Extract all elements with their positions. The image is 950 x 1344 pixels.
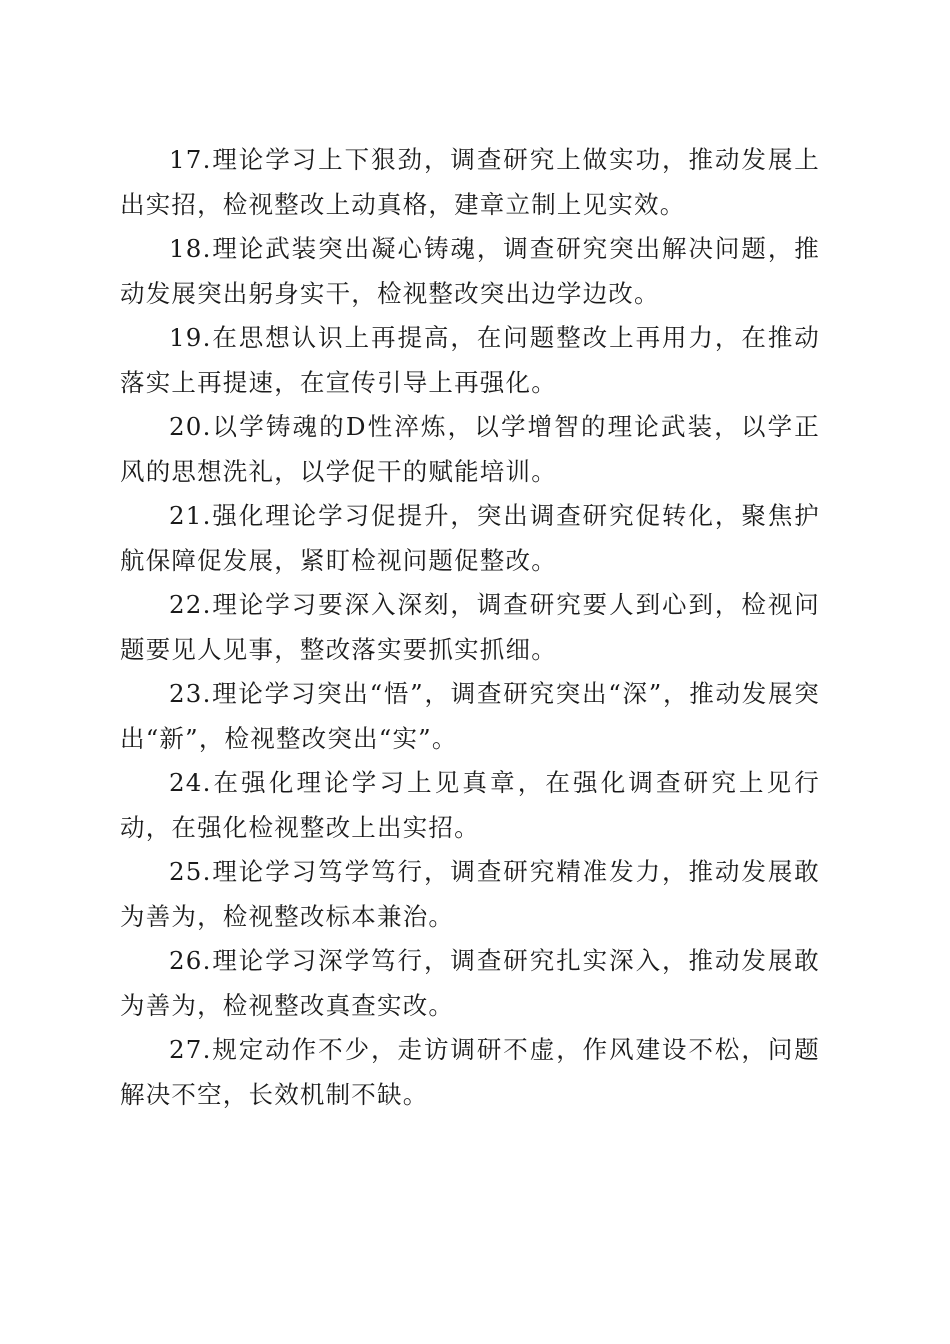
paragraph-23: 23.理论学习突出“悟”，调查研究突出“深”，推动发展突出“新”，检视整改突出“实”。 <box>120 679 820 753</box>
paragraph-25: 25.理论学习笃学笃行，调查研究精准发力，推动发展敢为善为，检视整改标本兼治。 <box>120 857 820 931</box>
paragraph-17: 17.理论学习上下狠劲，调查研究上做实功，推动发展上出实招，检视整改上动真格，建章立制上见实效。 <box>120 145 820 219</box>
paragraph-19: 19.在思想认识上再提高，在问题整改上再用力，在推动落实上再提速，在宣传引导上再强化。 <box>120 323 820 397</box>
paragraph-20: 20.以学铸魂的D性淬炼，以学增智的理论武装，以学正风的思想洗礼，以学促干的赋能培训。 <box>120 412 820 486</box>
document-body <box>120 138 820 1117</box>
paragraph-24: 24.在强化理论学习上见真章，在强化调查研究上见行动，在强化检视整改上出实招。 <box>120 768 820 842</box>
paragraph-18: 18.理论武装突出凝心铸魂，调查研究突出解决问题，推动发展突出躬身实干，检视整改突出边学边改。 <box>120 234 820 308</box>
paragraph-22: 22.理论学习要深入深刻，调查研究要人到心到，检视问题要见人见事，整改落实要抓实抓细。 <box>120 590 820 664</box>
paragraph-26: 26.理论学习深学笃行，调查研究扎实深入，推动发展敢为善为，检视整改真查实改。 <box>120 946 820 1020</box>
paragraph-27: 27.规定动作不少，走访调研不虚，作风建设不松，问题解决不空，长效机制不缺。 <box>120 1035 820 1109</box>
paragraph-21: 21.强化理论学习促提升，突出调查研究促转化，聚焦护航保障促发展，紧盯检视问题促整改。 <box>120 501 820 575</box>
